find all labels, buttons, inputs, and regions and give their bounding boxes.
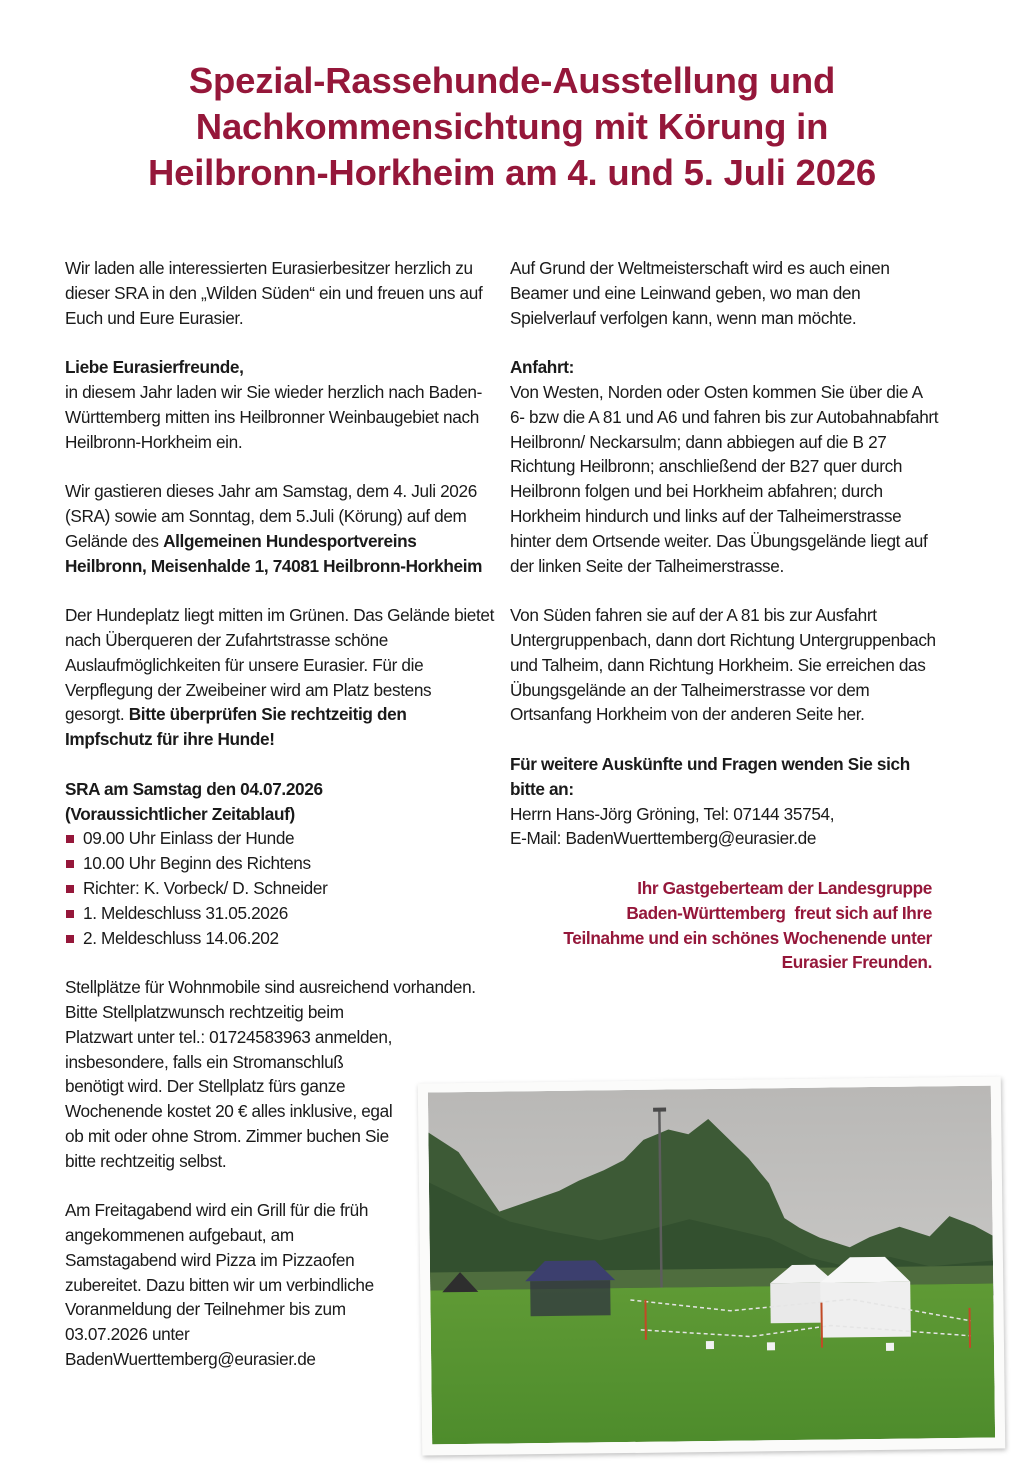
camping-text-narrow: Platzwart unter tel.: 01724583963 anmelden, insbesondere, falls ein Stromanschluß benötigt wird. Der Stellplatz fürs ganze Wochenende kostet 20 € alles inklusive, egal ob mit oder ohne Strom. Zimmer buchen Sie bitte rechtzeitig selbst. (65, 1026, 393, 1171)
venue-address: Allgemeinen Hundesportvereins Heilbronn, Meisenhalde 1, 74081 Heilbronn-Horkheim (65, 530, 483, 576)
greeting-heading: Liebe Eurasierfreunde, (65, 357, 244, 378)
list-item: 2. Meldeschluss 14.06.202 (65, 926, 495, 951)
event-photo-frame (418, 1076, 1006, 1455)
greeting-section (65, 355, 495, 454)
list-item: 1. Meldeschluss 31.05.2026 (65, 901, 495, 926)
south-directions-paragraph: Von Süden fahren sie auf der A 81 bis zur Ausfahrt Untergruppenbach, dann dort Richtung Untergruppenbach und Talheim, dann Richtung Horkheim. Sie erreichen das Übungsgelände an der Talheimerstrasse vor dem Ortsanfang Horkheim von der anderen Seite her. (510, 605, 936, 725)
right-column (510, 256, 940, 975)
bullet-square-icon (66, 885, 74, 893)
title-line-1: Spezial-Rassehunde-Ausstellung und (188, 60, 836, 101)
vaccination-notice: Bitte überprüfen Sie rechtzeitig den Impfschutz für ihre Hunde! (65, 704, 407, 750)
contact-email[interactable]: E-Mail: BadenWuerttemberg@eurasier.de (510, 828, 817, 849)
title-line-3: Heilbronn-Horkheim am 4. und 5. Juli 2026 (147, 152, 877, 193)
title-line-2: Nachkommensichtung mit Körung in (195, 106, 829, 147)
grounds-text: Der Hundeplatz liegt mitten im Grünen. Das Gelände bietet nach Überqueren der Zufahrtstrasse schöne Auslaufmöglichkeiten für unsere Eurasier. Für die Verpflegung der Zweibeiner wird am Platz bestens gesorgt. (65, 605, 495, 725)
schedule-heading: SRA am Samstag den 04.07.2026 (65, 778, 323, 799)
venue-paragraph (65, 479, 495, 578)
page-title (0, 58, 1024, 196)
schedule-section (65, 777, 495, 951)
evening-paragraph: Am Freitagabend wird ein Grill für die früh angekommenen aufgebaut, am Samstagabend wird Pizza im Pizzaofen zubereitet. Dazu bitten wir um verbindliche Voranmeldung der Teilnehmer bis zum 03.07.2026 unter BadenWuerttemberg@eurasier.de (65, 1200, 374, 1370)
schedule-subheading: (Voraussichtlicher Zeitablauf) (65, 803, 295, 824)
venue-text: Wir gastieren dieses Jahr am Samstag, dem 4. Juli 2026 (SRA) sowie am Sonntag, dem 5.Juli (Körung) auf dem Gelände des (65, 481, 477, 551)
contact-heading: Für weitere Auskünfte und Fragen wenden Sie sich bitte an: (510, 753, 910, 799)
closing-line: Ihr Gastgeberteam der Landesgruppe (637, 877, 932, 898)
worldcup-paragraph: Auf Grund der Weltmeisterschaft wird es auch einen Beamer und eine Leinwand geben, wo man den Spielverlauf verfolgen kann, wenn man möchte. (510, 258, 890, 328)
bullet-square-icon (66, 910, 74, 918)
list-item: Richter: K. Vorbeck/ D. Schneider (65, 876, 495, 901)
directions-heading: Anfahrt: (510, 357, 575, 378)
event-photo (428, 1086, 995, 1445)
bullet-square-icon (66, 835, 74, 843)
intro-paragraph: Wir laden alle interessierten Eurasierbesitzer herzlich zu dieser SRA in den „Wilden Süden“ ein und freuen uns auf Euch und Eure Eurasier. (65, 258, 483, 328)
grounds-paragraph (65, 603, 495, 752)
camping-text-wide: Stellplätze für Wohnmobile sind ausreichend vorhanden. Bitte Stellplatzwunsch rechtzeitig beim (65, 977, 476, 1022)
schedule-list (65, 826, 495, 950)
directions-section (510, 355, 940, 578)
bullet-square-icon (66, 860, 74, 868)
list-item: 09.00 Uhr Einlass der Hunde (65, 826, 495, 851)
closing-line: Teilnahme und ein schönes Wochenende unter (563, 927, 932, 948)
list-item: 10.00 Uhr Beginn des Richtens (65, 851, 495, 876)
bullet-square-icon (66, 935, 74, 943)
directions-text: Von Westen, Norden oder Osten kommen Sie über die A 6- bzw die A 81 und A6 und fahren bis zur Autobahnabfahrt Heilbronn/ Neckarsulm; dann abbiegen auf die B 27 Richtung Heilbronn; anschließend der B27 quer durch Heilbronn folgen und bei Horkheim abfahren; durch Horkheim hindurch und links auf der Talheimerstrasse hinter dem Ortsende weiter. Das Übungsgelände liegt auf der linken Seite der Talheimerstrasse. (510, 381, 939, 576)
greeting-text: in diesem Jahr laden wir Sie wieder herzlich nach Baden-Württemberg mitten ins Heilbronner Weinbaugebiet nach Heilbronn-Horkheim ein. (65, 381, 482, 452)
closing-message (510, 876, 932, 975)
closing-line: Eurasier Freunden. (781, 952, 932, 973)
contact-name: Herrn Hans-Jörg Gröning, Tel: 07144 35754, (510, 803, 835, 824)
contact-section (510, 752, 940, 851)
closing-line: Baden-Württemberg freut sich auf Ihre (626, 902, 932, 923)
field-photo-illustration (428, 1086, 995, 1445)
